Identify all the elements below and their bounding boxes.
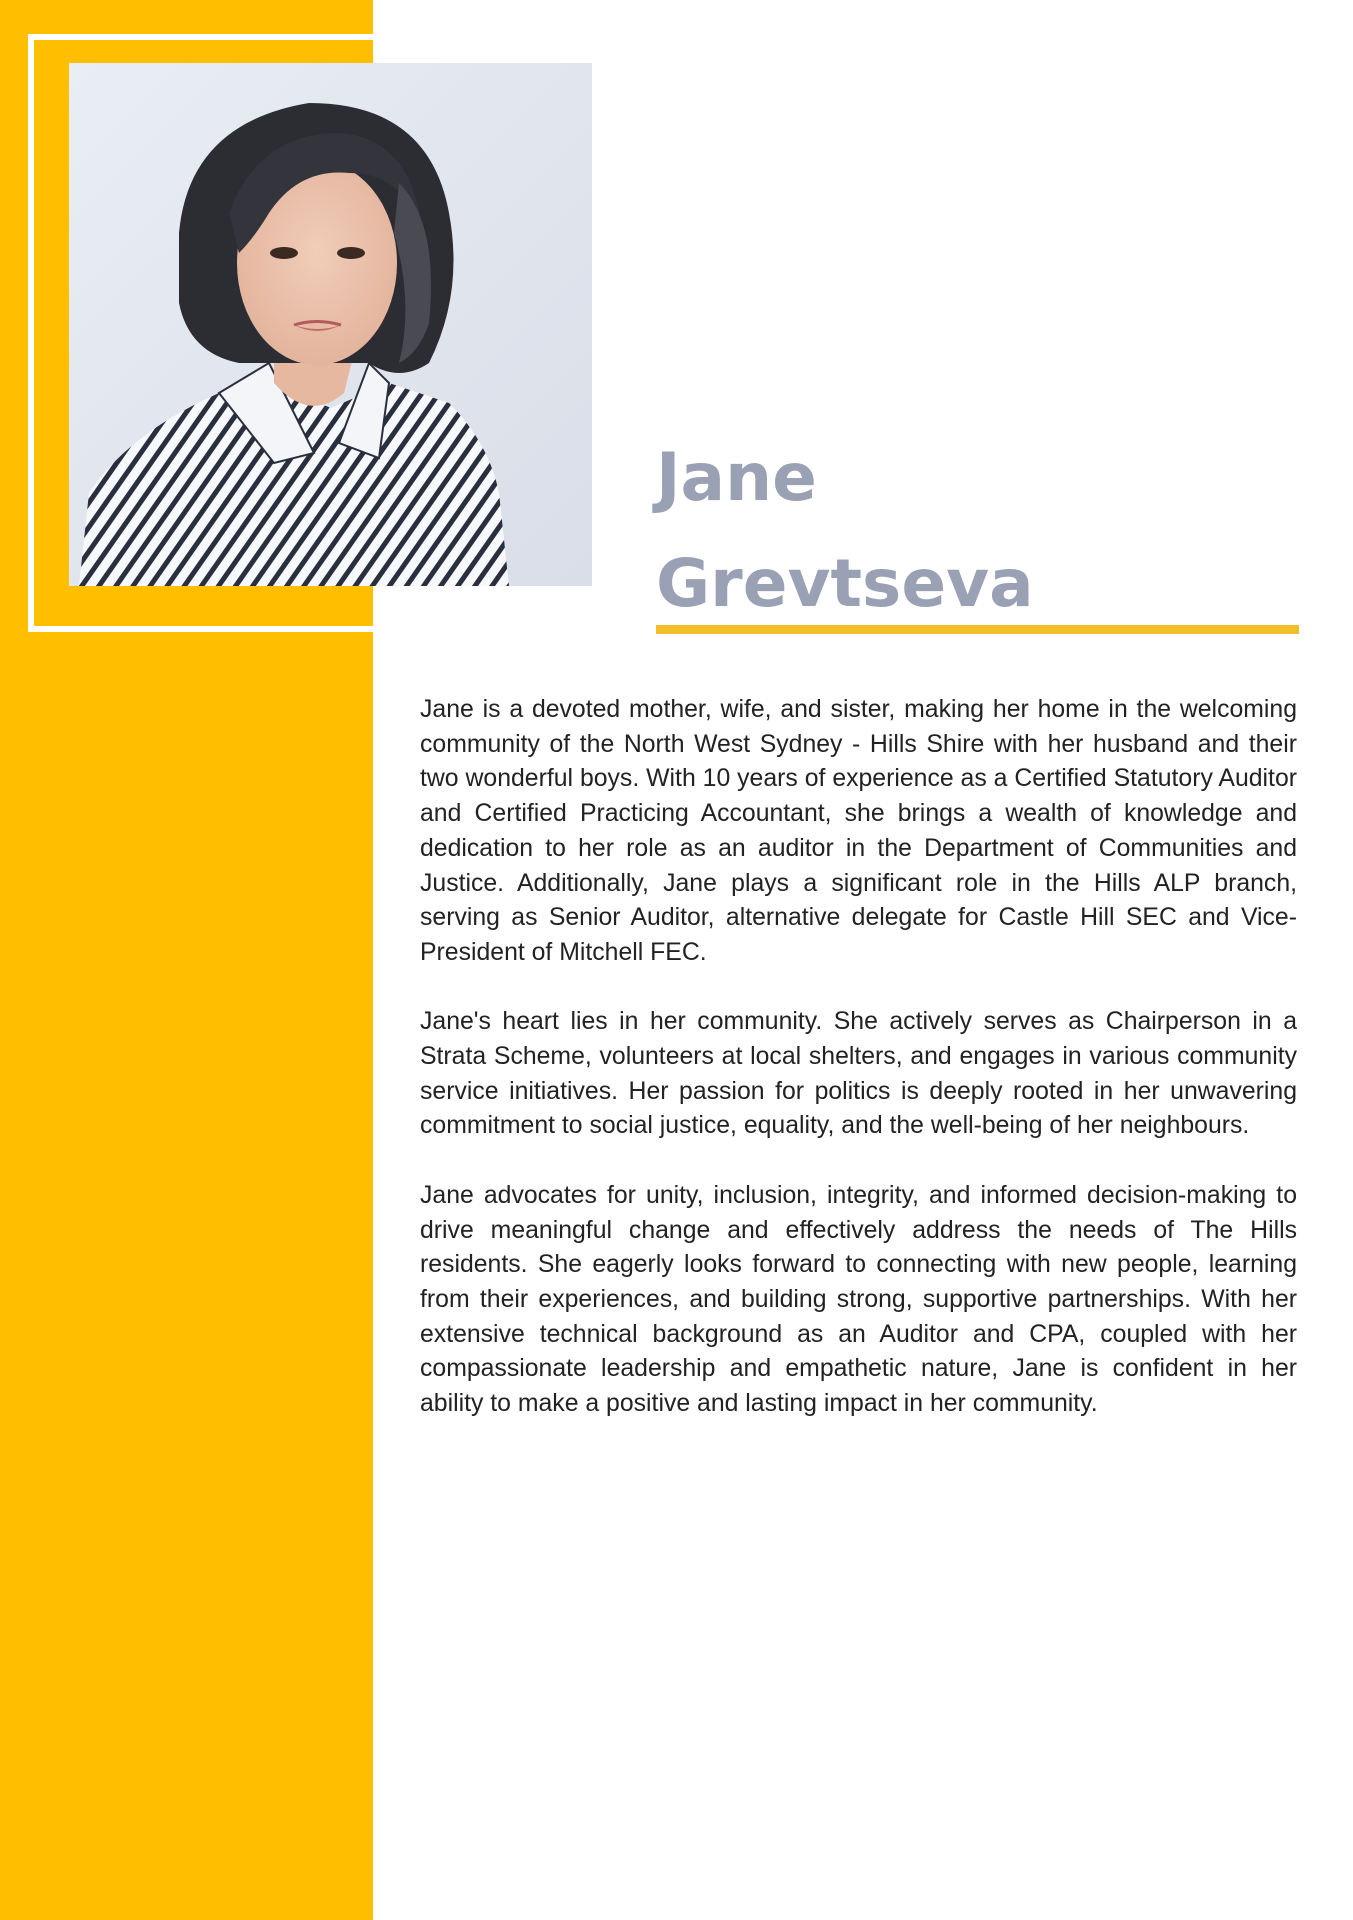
bio-paragraph: Jane advocates for unity, inclusion, integrity, and informed decision-making to drive meaningful change and effectively address the needs of The Hills residents. She eagerly looks forward to connecting with new people, learning from their experiences, and building strong, supportive partnerships. With her extensive technical background as an Auditor and CPA, coupled with her compassionate leadership and empathetic nature, Jane is confident in her ability to make a positive and lasting impact in her community. [420, 1181, 1297, 1418]
bio-text [420, 693, 1297, 1456]
bio-paragraph: Jane's heart lies in her community. She actively serves as Chairperson in a Strata Scheme, volunteers at local shelters, and engages in various community service initiatives. Her passion for politics is deeply rooted in her unwavering commitment to social justice, equality, and the well-being of her neighbours. [420, 1008, 1297, 1140]
person-name [656, 425, 1034, 637]
portrait-photo [69, 63, 592, 586]
name-underline [656, 625, 1299, 634]
portrait-icon [69, 63, 592, 586]
bio-paragraph: Jane is a devoted mother, wife, and sister, making her home in the welcoming community of the North West Sydney - Hills Shire with her husband and their two wonderful boys. With 10 years of experience as a Certified Statutory Auditor and Certified Practicing Accountant, she brings a wealth of knowledge and dedication to her role as an auditor in the Department of Communities and Justice. Additionally, Jane plays a significant role in the Hills ALP branch, serving as Senior Auditor, alternative delegate for Castle Hill SEC and Vice-President of Mitchell FEC. [420, 696, 1297, 966]
last-name: Grevtseva [656, 545, 1034, 622]
first-name: Jane [656, 439, 817, 516]
